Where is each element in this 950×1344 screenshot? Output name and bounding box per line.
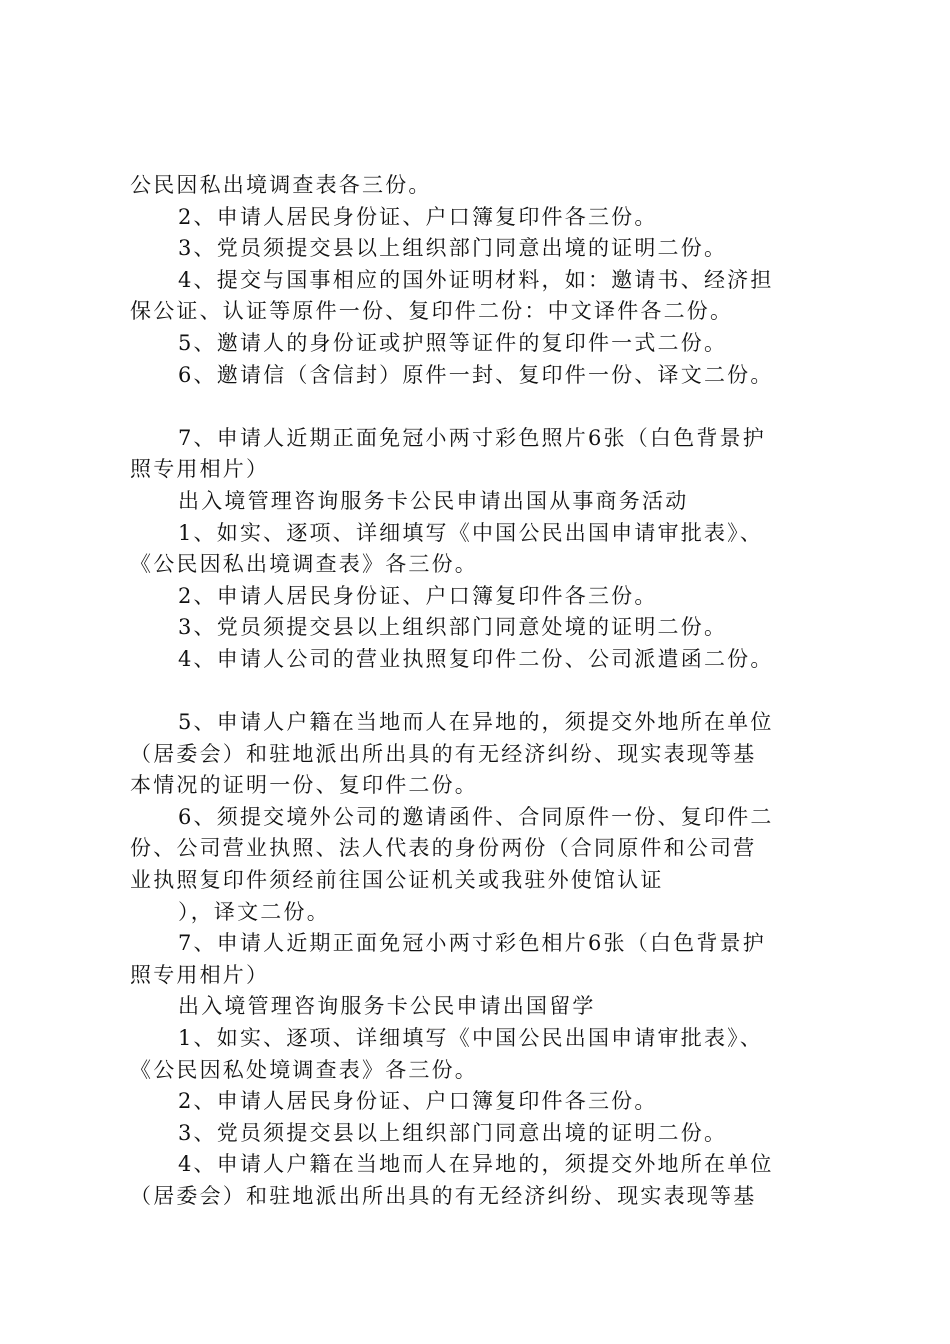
text-line: 《公民因私出境调查表》各三份。 — [130, 552, 478, 577]
text-line: 1、如实、逐项、详细填写《中国公民出国申请审批表》、 — [178, 1026, 764, 1051]
text-line: 4、申请人户籍在当地而人在异地的，须提交外地所在单位 — [178, 1152, 774, 1177]
text-line: 《公民因私处境调查表》各三份。 — [130, 1057, 478, 1082]
text-line: 3、党员须提交县以上组织部门同意出境的证明二份。 — [178, 1120, 728, 1145]
text-line: 本情况的证明一份、复印件二份。 — [130, 773, 478, 798]
text-line: 公民因私出境调查表各三份。 — [130, 173, 432, 197]
text-line: 6、须提交境外公司的邀请函件、合同原件一份、复印件二 — [178, 804, 774, 829]
text-line: 1、如实、逐项、详细填写《中国公民出国申请审批表》、 — [178, 520, 764, 545]
text-line: 照专用相片） — [130, 457, 270, 482]
text-line: 7、申请人近期正面免冠小两寸彩色照片6张（白色背景护 — [178, 425, 766, 450]
text-line: 4、提交与国事相应的国外证明材料，如：邀请书、经济担 — [178, 267, 774, 292]
text-line: 6、邀请信（含信封）原件一封、复印件一份、译文二份。 — [178, 362, 774, 387]
text-line: 保公证、认证等原件一份、复印件二份：中文译件各二份。 — [130, 299, 734, 324]
text-line: 3、党员须提交县以上组织部门同意出境的证明二份。 — [178, 236, 728, 261]
text-line: 2、申请人居民身份证、户口簿复印件各三份。 — [178, 204, 658, 229]
text-line: 5、申请人户籍在当地而人在异地的，须提交外地所在单位 — [178, 710, 774, 735]
text-line: 3、党员须提交县以上组织部门同意处境的证明二份。 — [178, 615, 728, 640]
text-line: 份、公司营业执照、法人代表的身份两份（合同原件和公司营 — [130, 836, 757, 861]
text-line: 业执照复印件须经前往国公证机关或我驻外使馆认证 — [130, 868, 664, 893]
section-heading: 出入境管理咨询服务卡公民申请出国从事商务活动 — [178, 488, 689, 513]
text-line: 2、申请人居民身份证、户口簿复印件各三份。 — [178, 583, 658, 608]
text-line: 4、申请人公司的营业执照复印件二份、公司派遣函二份。 — [178, 646, 774, 671]
text-line: （居委会）和驻地派出所出具的有无经济纠纷、现实表现等基 — [130, 1184, 757, 1208]
section-heading: 出入境管理咨询服务卡公民申请出国留学 — [178, 994, 596, 1019]
text-line: 7、申请人近期正面免冠小两寸彩色相片6张（白色背景护 — [178, 931, 766, 956]
text-line: ），译文二份。 — [178, 899, 330, 924]
paragraph-gap — [130, 676, 830, 708]
document-body — [130, 170, 830, 1213]
paragraph-gap — [130, 391, 830, 423]
text-line: （居委会）和驻地派出所出具的有无经济纠纷、现实表现等基 — [130, 741, 757, 766]
text-line: 2、申请人居民身份证、户口簿复印件各三份。 — [178, 1089, 658, 1114]
text-line: 照专用相片） — [130, 962, 270, 987]
text-line: 5、邀请人的身份证或护照等证件的复印件一式二份。 — [178, 330, 728, 355]
